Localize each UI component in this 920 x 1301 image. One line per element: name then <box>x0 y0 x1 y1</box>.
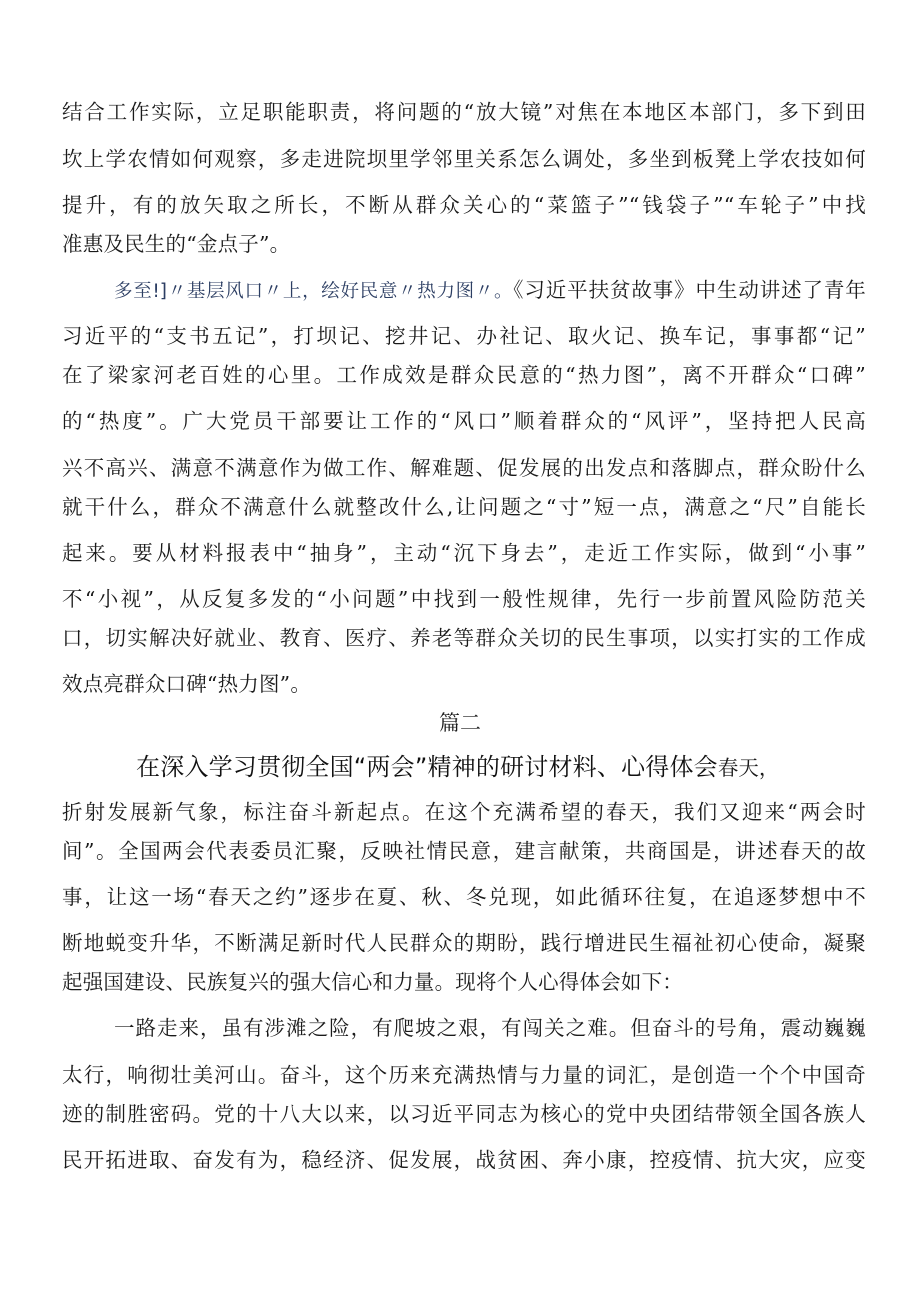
paragraph-2-line-1 <box>114 275 866 305</box>
paragraph-4-line-3: 迹的制胜密码。党的十八大以来，以习近平同志为核心的党中央团结带领全国各族人 <box>62 1102 866 1126</box>
paragraph-2-line-10: 效点亮群众口碑“热力图”。 <box>62 672 312 696</box>
paragraph-2-line-4: 的“热度”。广大党员干部要让工作的“风口”顺着群众的“风评”，坚持把人民高 <box>62 409 866 433</box>
paragraph-2-line-9: 口，切实解决好就业、教育、医疗、养老等群众关切的民生事项，以实打实的工作成 <box>62 626 866 650</box>
paragraph-2-line-3: 在了梁家河老百姓的心里。工作成效是群众民意的“热力图”，离不开群众“口碑” <box>62 363 866 387</box>
paragraph-3-line-1: 折射发展新气象，标注奋斗新起点。在这个充满希望的春天，我们又迎来“两会时 <box>62 800 866 824</box>
paragraph-3-line-5: 起强国建设、民族复兴的强大信心和力量。现将个人心得体会如下： <box>62 970 683 994</box>
paragraph-1-line-1: 结合工作实际，立足职能职责，将问题的“放大镜”对焦在本地区本部门，多下到田 <box>62 100 866 124</box>
paragraph-3-line-4: 断地蜕变升华，不断满足新时代人民群众的期盼，践行增进民生福祉初心使命，凝聚 <box>62 931 866 955</box>
paragraph-1-line-3: 提升，有的放矢取之所长，不断从群众关心的“菜篮子”“钱袋子”“车轮子”中找 <box>62 193 866 217</box>
paragraph-4-line-1: 一路走来，虽有涉滩之险，有爬坡之艰，有闯关之难。但奋斗的号角，震动巍巍 <box>114 1016 866 1040</box>
paragraph-1-line-4: 准惠及民生的“金点子”。 <box>62 232 291 256</box>
paragraph-1-line-2: 坎上学农情如何观察，多走进院坝里学邻里关系怎么调处，多坐到板凳上学农技如何 <box>62 147 866 171</box>
paragraph-2-line-7: 起来。要从材料报表中“抽身”，主动“沉下身去”，走近工作实际，做到“小事” <box>62 541 866 565</box>
paragraph-4-line-2: 太行，响彻壮美河山。奋斗，这个历来充满热情与力量的词汇，是创造一个个中国奇 <box>62 1063 866 1087</box>
heading-line <box>62 750 866 785</box>
paragraph-3-line-3: 事，让这一场“春天之约”逐步在夏、秋、冬兑现，如此循环往复，在追逐梦想中不 <box>62 885 866 909</box>
paragraph-2-lead: 多至!]〃基层风口〃上，绘好民意〃热力图〃。 <box>114 281 514 302</box>
article-heading: 在深入学习贯彻全国“两会”精神的研讨材料、心得体会 <box>136 753 718 781</box>
paragraph-2-line-2: 习近平的“支书五记”，打坝记、挖井记、办社记、取火记、换车记，事事都“记” <box>62 324 866 348</box>
paragraph-2-line-8: 不“小视”，从反复多发的“小问题”中找到一般性规律，先行一步前置风险防范关 <box>62 587 866 611</box>
paragraph-2-line-6: 就干什么，群众不满意什么就整改什么,让问题之“寸”短一点，满意之“尺”自能长 <box>62 495 866 519</box>
heading-trailing-text: 春天， <box>717 756 780 780</box>
section-label: 篇二 <box>439 711 481 735</box>
paragraph-3-line-2: 间”。全国两会代表委员汇聚，反映社情民意，建言献策，共商国是，讲述春天的故 <box>62 839 866 863</box>
paragraph-2-line-5: 兴不高兴、满意不满意作为做工作、解难题、促发展的出发点和落脚点，群众盼什么 <box>62 456 866 480</box>
paragraph-4-line-4: 民开拓进取、奋发有为，稳经济、促发展，战贫困、奔小康，控疫情、抗大灾，应变 <box>62 1148 866 1172</box>
paragraph-2-first-line-rest: 《习近平扶贫故事》中生动讲述了青年 <box>513 278 866 302</box>
